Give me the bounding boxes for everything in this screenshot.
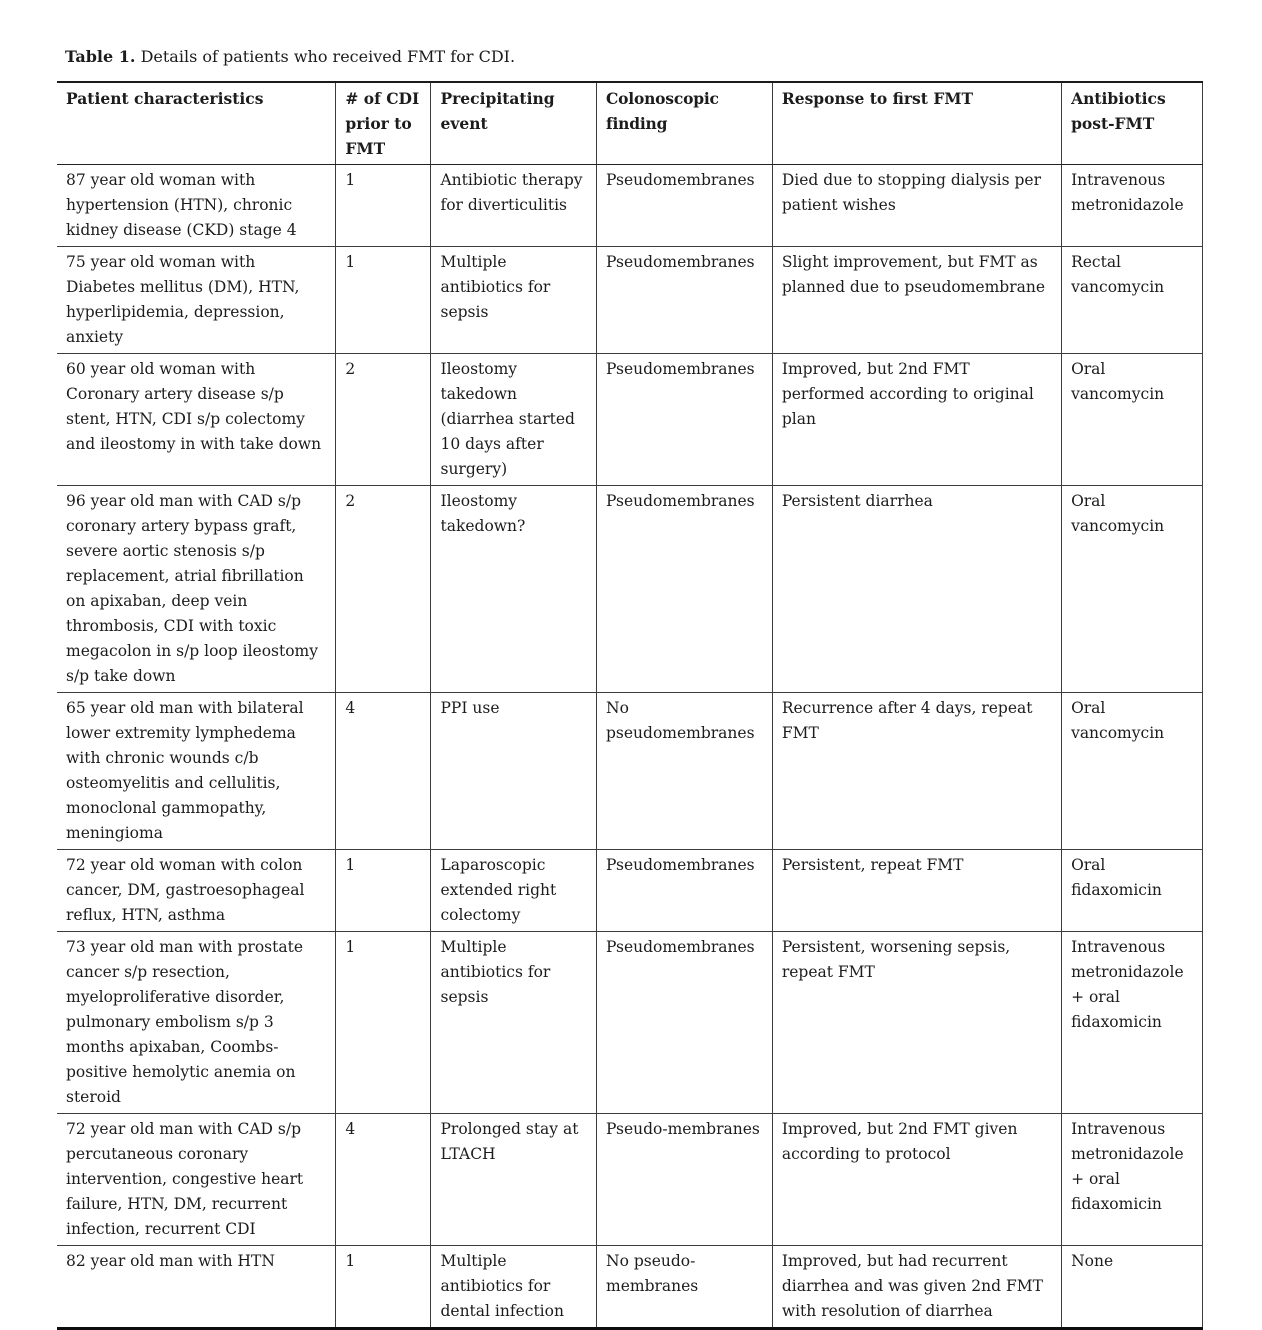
table-cell: 1 bbox=[336, 1246, 431, 1329]
table-cell: Multiple antibiotics for sepsis bbox=[431, 932, 597, 1114]
caption-text: Details of patients who received FMT for CDI. bbox=[140, 47, 516, 66]
table-cell: 4 bbox=[336, 693, 431, 850]
table-cell: Antibiotic therapy for diverticulitis bbox=[431, 165, 597, 247]
table-cell: Pseudo-membranes bbox=[597, 1114, 773, 1246]
header-row bbox=[57, 82, 1203, 165]
table-cell: 4 bbox=[336, 1114, 431, 1246]
table-cell: No pseudomembranes bbox=[597, 693, 773, 850]
table-row bbox=[57, 354, 1203, 486]
table-row bbox=[57, 486, 1203, 693]
table-row bbox=[57, 165, 1203, 247]
table-row bbox=[57, 932, 1203, 1114]
table-cell: 1 bbox=[336, 247, 431, 354]
table-cell: Pseudomembranes bbox=[597, 932, 773, 1114]
table-cell: 82 year old man with HTN bbox=[57, 1246, 336, 1329]
table-cell: Oral vancomycin bbox=[1062, 693, 1203, 850]
table-row bbox=[57, 693, 1203, 850]
table-cell: Pseudomembranes bbox=[597, 247, 773, 354]
table-number-label: Table 1. bbox=[65, 47, 136, 66]
table-cell: 1 bbox=[336, 165, 431, 247]
table-cell: Rectal vancomycin bbox=[1062, 247, 1203, 354]
table-cell: Persistent, worsening sepsis, repeat FMT bbox=[772, 932, 1061, 1114]
column-header: Response to first FMT bbox=[772, 82, 1061, 165]
table-cell: Intravenous metronidazole + oral fidaxomicin bbox=[1062, 932, 1203, 1114]
table-cell: 75 year old woman with Diabetes mellitus (DM), HTN, hyperlipidemia, depression, anxiety bbox=[57, 247, 336, 354]
table-cell: Pseudomembranes bbox=[597, 486, 773, 693]
table-row bbox=[57, 247, 1203, 354]
table-cell: Oral fidaxomicin bbox=[1062, 850, 1203, 932]
table-cell: None bbox=[1062, 1246, 1203, 1329]
patients-table bbox=[57, 81, 1203, 1330]
table-cell: Prolonged stay at LTACH bbox=[431, 1114, 597, 1246]
table-cell: Persistent, repeat FMT bbox=[772, 850, 1061, 932]
table-cell: Oral vancomycin bbox=[1062, 354, 1203, 486]
column-header: Antibiotics post-FMT bbox=[1062, 82, 1203, 165]
table-cell: 65 year old man with bilateral lower extremity lymphedema with chronic wounds c/b osteomyelitis and cellulitis, monoclonal gammopathy, meningioma bbox=[57, 693, 336, 850]
table-cell: 72 year old woman with colon cancer, DM, gastroesophageal reflux, HTN, asthma bbox=[57, 850, 336, 932]
column-header: Colonoscopic finding bbox=[597, 82, 773, 165]
table-cell: 2 bbox=[336, 486, 431, 693]
table-cell: 60 year old woman with Coronary artery disease s/p stent, HTN, CDI s/p colectomy and ileostomy in with take down bbox=[57, 354, 336, 486]
table-cell: PPI use bbox=[431, 693, 597, 850]
table-cell: 87 year old woman with hypertension (HTN), chronic kidney disease (CKD) stage 4 bbox=[57, 165, 336, 247]
table-cell: 2 bbox=[336, 354, 431, 486]
table-cell: Multiple antibiotics for dental infection bbox=[431, 1246, 597, 1329]
table-cell: Ileostomy takedown (diarrhea started 10 days after surgery) bbox=[431, 354, 597, 486]
table-cell: Oral vancomycin bbox=[1062, 486, 1203, 693]
table-caption bbox=[65, 46, 1262, 67]
table-cell: Multiple antibiotics for sepsis bbox=[431, 247, 597, 354]
column-header: # of CDI prior to FMT bbox=[336, 82, 431, 165]
table-cell: Slight improvement, but FMT as planned due to pseudomembrane bbox=[772, 247, 1061, 354]
table-row bbox=[57, 850, 1203, 932]
table-cell: Pseudomembranes bbox=[597, 165, 773, 247]
table-cell: Improved, but 2nd FMT performed according to original plan bbox=[772, 354, 1061, 486]
table-cell: 1 bbox=[336, 850, 431, 932]
table-cell: Intravenous metronidazole bbox=[1062, 165, 1203, 247]
table-body bbox=[57, 165, 1203, 1329]
table-cell: 96 year old man with CAD s/p coronary artery bypass graft, severe aortic stenosis s/p replacement, atrial fibrillation on apixaban, deep vein thrombosis, CDI with toxic megacolon in s/p loop ileostomy s/p take down bbox=[57, 486, 336, 693]
column-header: Patient characteristics bbox=[57, 82, 336, 165]
table-row bbox=[57, 1246, 1203, 1329]
table-cell: Pseudomembranes bbox=[597, 354, 773, 486]
table-cell: Persistent diarrhea bbox=[772, 486, 1061, 693]
column-header: Precipitating event bbox=[431, 82, 597, 165]
table-cell: Intravenous metronidazole + oral fidaxomicin bbox=[1062, 1114, 1203, 1246]
table-cell: Pseudomembranes bbox=[597, 850, 773, 932]
table-cell: Died due to stopping dialysis per patient wishes bbox=[772, 165, 1061, 247]
table-cell: Recurrence after 4 days, repeat FMT bbox=[772, 693, 1061, 850]
table-cell: 73 year old man with prostate cancer s/p resection, myeloproliferative disorder, pulmonary embolism s/p 3 months apixaban, Coombs-positive hemolytic anemia on steroid bbox=[57, 932, 336, 1114]
table-cell: 1 bbox=[336, 932, 431, 1114]
table-cell: 72 year old man with CAD s/p percutaneous coronary intervention, congestive heart failure, HTN, DM, recurrent infection, recurrent CDI bbox=[57, 1114, 336, 1246]
table-cell: Improved, but 2nd FMT given according to protocol bbox=[772, 1114, 1061, 1246]
table-cell: Laparoscopic extended right colectomy bbox=[431, 850, 597, 932]
table-cell: No pseudo-membranes bbox=[597, 1246, 773, 1329]
table-cell: Improved, but had recurrent diarrhea and was given 2nd FMT with resolution of diarrhea bbox=[772, 1246, 1061, 1329]
table-cell: Ileostomy takedown? bbox=[431, 486, 597, 693]
table-row bbox=[57, 1114, 1203, 1246]
